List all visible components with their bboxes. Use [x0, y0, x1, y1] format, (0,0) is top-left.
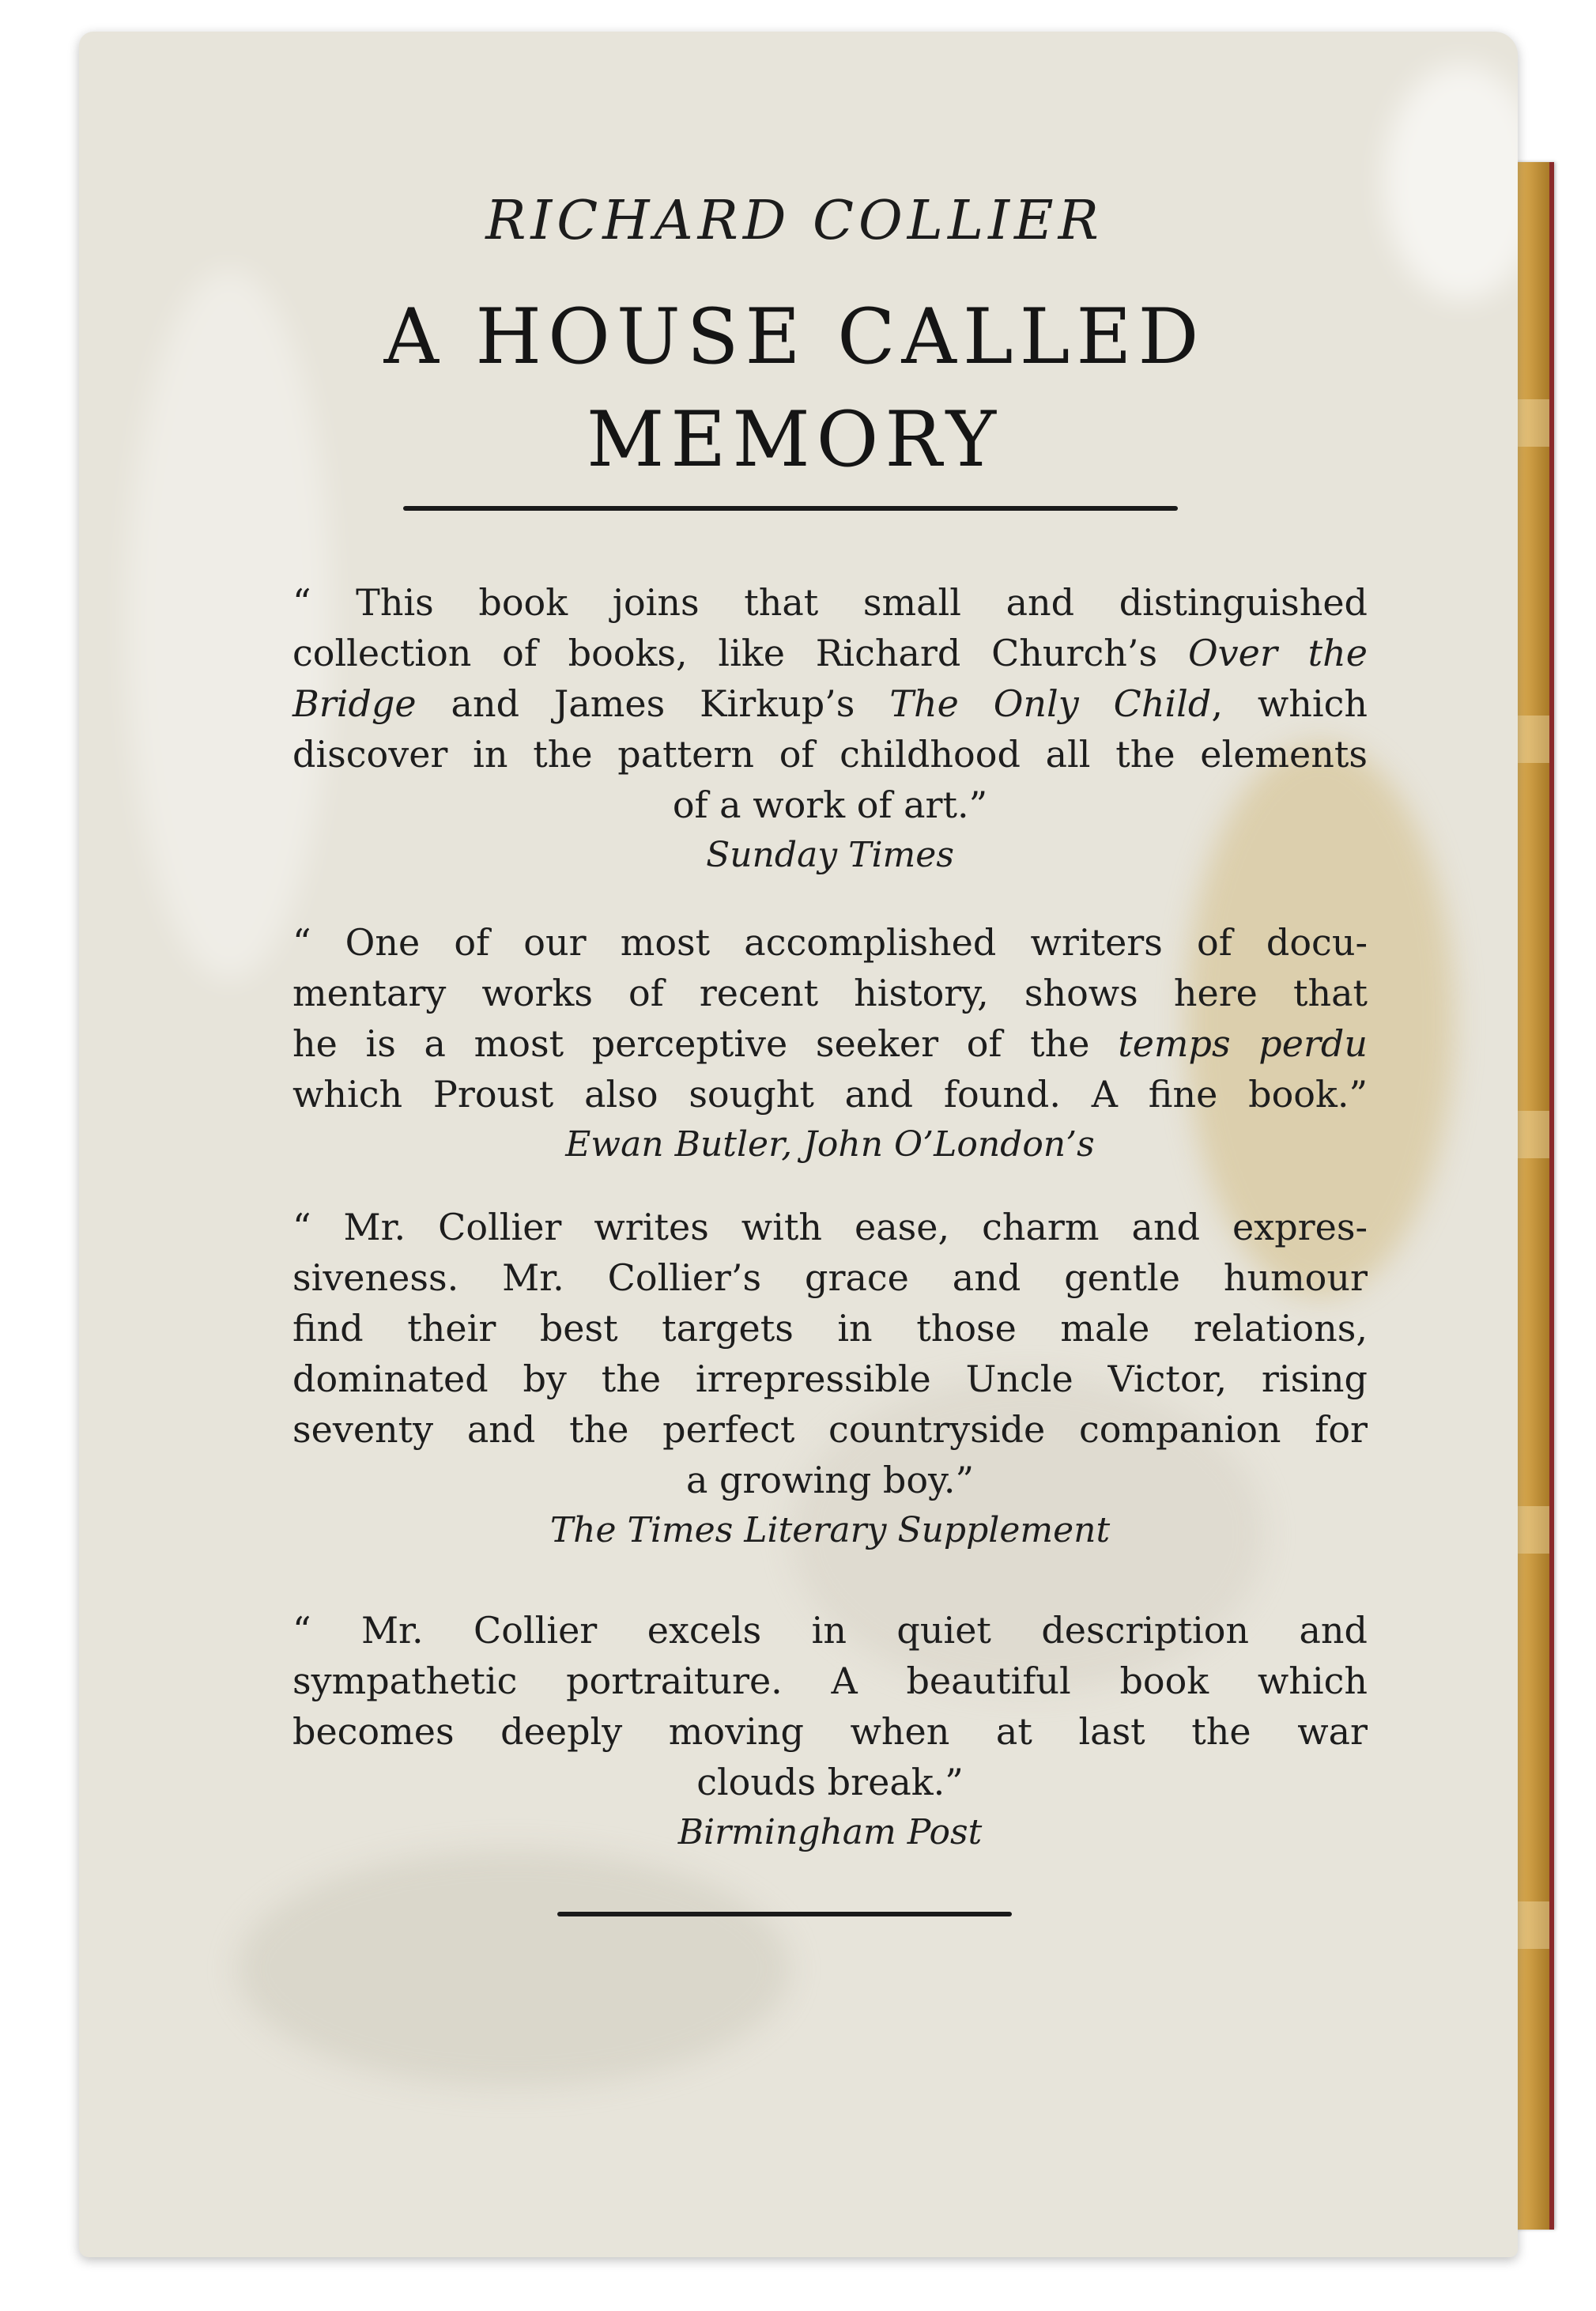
- review-quote-4: [292, 1605, 1368, 1858]
- quote-line: mentary works of recent history, shows here that: [292, 972, 1368, 1014]
- quote-line: a growing boy.”: [685, 1459, 975, 1501]
- review-quote-2: [292, 917, 1368, 1170]
- quote-line: “ This book joins that small and distinguished: [292, 581, 1368, 624]
- quote-line: find their best targets in those male relations,: [292, 1307, 1368, 1350]
- quote-line: becomes deeply moving when at last the war: [292, 1710, 1368, 1753]
- quote-line: Bridge and James Kirkup’s The Only Child, which: [292, 682, 1368, 725]
- top-divider-rule: [403, 506, 1178, 511]
- quote-source: The Times Literary Supplement: [549, 1510, 1111, 1550]
- quote-line: collection of books, like Richard Church’s Over the: [292, 632, 1368, 674]
- quote-source: Ewan Butler, John O’London’s: [565, 1124, 1095, 1165]
- quote-line: “ One of our most accomplished writers of docu-: [292, 921, 1368, 964]
- quote-line: “ Mr. Collier excels in quiet description and: [292, 1609, 1368, 1652]
- bottom-divider-rule: [557, 1912, 1012, 1916]
- quote-line: siveness. Mr. Collier’s grace and gentle humour: [292, 1256, 1368, 1299]
- quote-line: clouds break.”: [696, 1761, 964, 1803]
- quote-source: Sunday Times: [706, 835, 954, 875]
- author-name: RICHARD COLLIER: [485, 190, 1104, 252]
- review-quote-3: [292, 1202, 1368, 1556]
- quote-line: sympathetic portraiture. A beautiful book which: [292, 1660, 1368, 1702]
- back-cover-text: [79, 32, 1518, 2257]
- book-title-line-1: A HOUSE CALLED: [383, 293, 1205, 381]
- review-quote-1: [292, 577, 1368, 881]
- quote-line: seventy and the perfect countryside companion for: [292, 1408, 1368, 1451]
- quote-line: dominated by the irrepressible Uncle Victor, rising: [292, 1358, 1368, 1400]
- quote-line: “ Mr. Collier writes with ease, charm and expres-: [292, 1206, 1368, 1248]
- quote-line: he is a most perceptive seeker of the temps perdu: [292, 1022, 1368, 1065]
- quote-line: discover in the pattern of childhood all the elements: [292, 733, 1368, 776]
- quote-line: of a work of art.”: [672, 784, 988, 826]
- dust-jacket-back: [79, 32, 1518, 2257]
- quote-source: Birmingham Post: [677, 1812, 983, 1852]
- quote-line: which Proust also sought and found. A fine book.”: [292, 1073, 1368, 1116]
- book-title-line-2: MEMORY: [586, 395, 1003, 484]
